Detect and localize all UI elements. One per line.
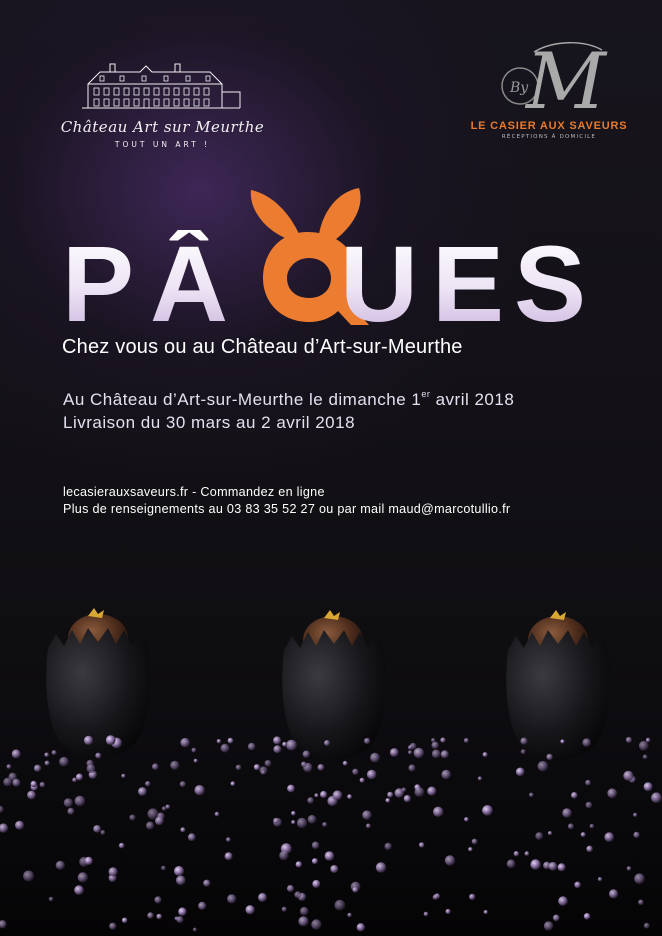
pearl-icon	[282, 907, 287, 912]
pearl-icon	[347, 913, 352, 918]
pearl-icon	[227, 894, 236, 903]
pearl-icon	[433, 895, 439, 901]
pearl-icon	[520, 738, 527, 745]
pearl-icon	[34, 765, 41, 772]
pearl-icon	[307, 797, 314, 804]
pearl-icon	[84, 736, 93, 745]
pearl-icon	[291, 820, 295, 824]
pearl-icon	[644, 782, 653, 791]
pearl-icon	[273, 745, 281, 753]
pearl-icon	[483, 752, 488, 757]
pearl-icon	[586, 802, 593, 809]
pearl-icon	[390, 748, 399, 757]
pearl-icon	[607, 788, 617, 798]
pearl-icon	[548, 831, 552, 835]
pearl-icon	[215, 812, 220, 817]
pearl-icon	[162, 806, 166, 810]
pearl-icon	[85, 857, 93, 865]
pearl-icon	[154, 896, 161, 903]
pearl-icon	[180, 781, 186, 787]
pearl-icon	[146, 822, 154, 830]
pearl-icon	[558, 896, 568, 906]
casier-subtitle: RÉCEPTIONS À DOMICILE	[501, 134, 597, 140]
pearl-icon	[604, 832, 614, 842]
pearl-icon	[95, 753, 101, 759]
pearl-icon	[335, 900, 346, 911]
pearl-icon	[362, 810, 371, 819]
pearl-icon	[3, 778, 12, 787]
pearl-icon	[544, 921, 553, 930]
pearl-icon	[431, 738, 435, 742]
pearl-icon	[52, 750, 57, 755]
chateau-logo	[40, 62, 285, 149]
pearl-icon	[119, 843, 125, 849]
pearl-icon	[364, 738, 370, 744]
pearl-icon	[217, 739, 221, 743]
pearl-icon	[482, 805, 493, 816]
pearl-icon	[296, 861, 302, 867]
pearl-icon	[226, 837, 231, 842]
pearl-icon	[308, 815, 317, 824]
pearl-icon	[265, 760, 272, 767]
chateau-building-icon	[80, 62, 245, 112]
pearl-icon	[626, 737, 632, 743]
pearl-icon	[312, 858, 318, 864]
pearl-icon	[78, 872, 88, 882]
pearl-icon	[627, 866, 632, 871]
pearl-icon	[472, 839, 478, 845]
pearl-icon	[152, 763, 159, 770]
pearl-icon	[440, 737, 445, 742]
pearl-icon	[12, 779, 20, 787]
pearl-icon	[282, 742, 287, 747]
pearl-icon	[370, 753, 380, 763]
pearl-icon	[129, 815, 135, 821]
pearl-icon	[121, 774, 125, 778]
pearl-icon	[148, 808, 159, 819]
pearl-icon	[298, 916, 308, 926]
pearl-icon	[581, 832, 586, 837]
pearl-icon	[446, 909, 451, 914]
pearl-icon	[582, 738, 591, 747]
pearl-icon	[468, 847, 472, 851]
pearl-icon	[259, 766, 267, 774]
pearl-icon	[44, 753, 49, 758]
pearl-icon	[584, 913, 591, 920]
pearl-icon	[634, 873, 645, 884]
pearl-icon	[248, 743, 256, 751]
pearl-icon	[87, 764, 96, 773]
pearl-icon	[198, 902, 206, 910]
pearl-icon	[414, 748, 424, 758]
pearl-icon	[312, 880, 320, 888]
pearl-icon	[633, 832, 639, 838]
pearl-icon	[279, 851, 288, 860]
pearl-icon	[553, 915, 560, 922]
pearl-icon	[478, 776, 482, 780]
title-letter-p: P	[62, 223, 135, 344]
pearl-icon	[109, 867, 118, 876]
pearl-icon	[433, 807, 443, 817]
pearl-icon	[76, 774, 83, 781]
title-letter-s: S	[514, 223, 587, 344]
pearl-icon	[300, 907, 309, 916]
chocolate-egg-icon-left	[46, 608, 150, 757]
pearl-icon	[192, 748, 197, 753]
pearl-icon	[180, 827, 185, 832]
pearl-icon	[246, 905, 255, 914]
pearl-icon	[639, 741, 649, 751]
svg-text:M: M	[526, 38, 606, 118]
pearl-icon	[93, 825, 101, 833]
pearl-icon	[385, 843, 392, 850]
pearl-icon	[287, 885, 294, 892]
pearl-icon	[74, 885, 84, 895]
pearl-icon	[352, 769, 358, 775]
pearl-icon	[644, 923, 650, 929]
pearl-icon	[408, 764, 415, 771]
pearl-icon	[529, 793, 534, 798]
pearl-icon	[352, 887, 358, 893]
pearl-icon	[258, 893, 267, 902]
pearl-icon	[376, 862, 386, 872]
pearl-icon	[236, 765, 242, 771]
pearl-icon	[67, 808, 74, 815]
pearl-icon	[156, 914, 162, 920]
pearl-icon	[638, 900, 644, 906]
pearl-icon	[432, 742, 439, 749]
event-date-text: Au Château d’Art-sur-Meurthe le dimanche 1	[63, 390, 422, 409]
chateau-tagline: TOUT UN ART !	[114, 140, 211, 149]
pearl-icon	[194, 785, 204, 795]
pearl-icon	[145, 781, 150, 786]
chocolate-eggs-scene	[0, 590, 662, 936]
pearl-icon	[174, 866, 184, 876]
pearl-icon	[122, 918, 128, 924]
pearl-icon	[402, 788, 407, 793]
pearl-icon	[225, 852, 233, 860]
pearl-icon	[231, 781, 236, 786]
title-paques	[62, 180, 602, 344]
pearl-icon	[387, 792, 393, 798]
pearl-icon	[574, 882, 581, 889]
pearl-icon	[330, 865, 338, 873]
pearl-icon	[535, 832, 543, 840]
subtitle: Chez vous ou au Château d’Art-sur-Meurthe	[62, 336, 463, 358]
title-letter-u: U	[340, 223, 418, 344]
pearl-icon	[254, 764, 260, 770]
pearl-icon	[301, 762, 307, 768]
pearl-icon	[170, 761, 179, 770]
pearl-icon	[178, 908, 186, 916]
pearl-icon	[469, 894, 475, 900]
pearl-icon	[312, 842, 320, 850]
pearl-icon	[15, 821, 24, 830]
pearl-icon	[343, 761, 348, 766]
pearl-icon	[484, 910, 488, 914]
pearl-icon	[31, 781, 37, 787]
pearl-icon	[12, 749, 21, 758]
pearl-icon	[56, 861, 65, 870]
pearl-icon	[538, 761, 549, 772]
pearl-icon	[609, 889, 618, 898]
pearl-icon	[228, 738, 234, 744]
pearl-icon	[320, 791, 327, 798]
pearl-icon	[138, 787, 147, 796]
title-letter-a-circumflex: Â	[150, 223, 228, 344]
pearl-icon	[424, 912, 429, 917]
pearl-icon	[161, 866, 166, 871]
pearl-icon	[464, 738, 469, 743]
casier-name: LE CASIER AUX SAVEURS	[470, 120, 628, 132]
pearl-icon	[598, 877, 602, 881]
pearl-icon	[297, 818, 307, 828]
pearl-icon	[525, 851, 530, 856]
chateau-name: Château Art sur Meurthe	[60, 118, 265, 136]
pearl-icon	[404, 795, 411, 802]
pearl-icon	[291, 811, 296, 816]
event-date-line	[63, 389, 514, 410]
pearl-icon	[109, 923, 116, 930]
pearl-icon	[273, 818, 279, 824]
pearl-icon	[427, 787, 436, 796]
website-line: lecasierauxsaveurs.fr - Commandez en ligne	[63, 485, 325, 499]
event-date-ordinal: er	[421, 389, 431, 399]
pearl-icon	[322, 822, 327, 827]
pearl-icon	[568, 823, 574, 829]
pearl-icon	[177, 916, 184, 923]
casier-monogram	[474, 38, 624, 118]
pearl-icon	[546, 754, 552, 760]
pearl-icon	[571, 792, 578, 799]
pearl-icon	[203, 880, 210, 887]
pearl-icon	[23, 871, 34, 882]
pearl-icon	[441, 750, 449, 758]
event-date-month: avril 2018	[430, 390, 515, 409]
pearl-icon	[590, 824, 595, 829]
pearl-icon	[367, 770, 377, 780]
pearl-icon	[311, 919, 321, 929]
title-letter-e: E	[432, 223, 505, 344]
contact-info-line: Plus de renseignements au 03 83 35 52 27 ou par mail maud@marcotullio.fr	[63, 502, 511, 516]
pearl-icon	[347, 794, 352, 799]
chocolate-egg-icon-center	[282, 610, 386, 759]
pearl-icon	[40, 782, 46, 788]
pearl-icon	[106, 735, 116, 745]
pearl-icon	[64, 798, 73, 807]
pearl-icon	[176, 876, 186, 886]
pearl-icon	[560, 739, 564, 743]
pearl-icon	[59, 757, 69, 767]
pearl-icon	[366, 824, 371, 829]
pearl-icon	[49, 897, 54, 902]
pearl-icon	[643, 755, 648, 760]
pearl-icon	[562, 808, 572, 818]
pearl-icon	[180, 738, 189, 747]
pearl-icon	[530, 859, 540, 869]
pearl-icon	[147, 912, 153, 918]
pearl-icon	[294, 891, 301, 898]
pearl-icon	[75, 796, 86, 807]
pearl-icon	[315, 793, 319, 797]
casier-logo	[465, 38, 633, 140]
pearl-icon	[45, 761, 50, 766]
svg-text:By: By	[510, 80, 529, 96]
pearl-icon	[432, 750, 441, 759]
pearl-icon	[188, 833, 196, 841]
pearl-icon	[651, 792, 662, 803]
pearl-icon	[194, 759, 198, 763]
pearl-icon	[333, 790, 343, 800]
pearl-icon	[623, 771, 633, 781]
delivery-line: Livraison du 30 mars au 2 avril 2018	[63, 413, 356, 432]
pearl-icon	[101, 830, 106, 835]
pearl-icon	[521, 749, 526, 754]
pearl-icon	[324, 740, 330, 746]
pearl-icon	[445, 855, 455, 865]
pearl-icon	[386, 798, 391, 803]
pearl-icon	[303, 751, 310, 758]
pearl-icon	[408, 750, 412, 754]
pearl-icon	[441, 770, 451, 780]
pearl-icon	[357, 923, 365, 931]
pearl-icon	[586, 846, 593, 853]
pearl-icon	[585, 780, 591, 786]
pearl-icon	[507, 859, 516, 868]
pearl-icon	[464, 817, 469, 822]
pearl-icon	[516, 768, 525, 777]
pearl-icon	[419, 842, 424, 847]
pearl-icon	[221, 744, 230, 753]
pearl-icon	[273, 736, 281, 744]
pearl-icon	[415, 787, 425, 797]
pearl-icon	[6, 764, 11, 769]
pearl-icon	[514, 851, 519, 856]
pearl-icon	[193, 928, 197, 932]
pearl-icon	[287, 785, 295, 793]
pearl-icon	[360, 778, 365, 783]
pearl-icon	[27, 791, 36, 800]
pearl-icon	[408, 745, 413, 750]
pearl-icon	[325, 851, 335, 861]
pearl-icon	[318, 764, 325, 771]
pearl-icon	[558, 863, 566, 871]
pearl-icon	[286, 740, 297, 751]
pearl-icon	[633, 813, 637, 817]
chocolate-egg-icon-right	[506, 610, 610, 759]
pearl-icon	[549, 862, 558, 871]
